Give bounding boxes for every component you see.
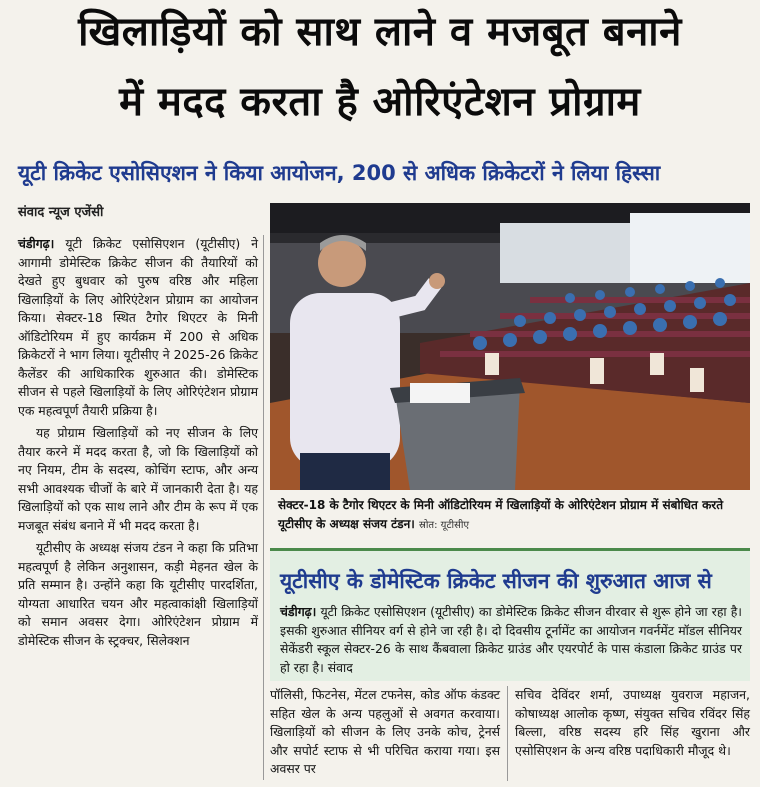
- paragraph-3: यूटीसीए के अध्यक्ष संजय टंडन ने कहा कि प्रतिभा महत्वपूर्ण है लेकिन अनुशासन, कड़ी मेहनत खेल के प्रति सम्मान है। उन्होंने कहा कि यूटीसीए पारदर्शिता, योग्यता आधारित चयन और महत्वाकांक्षी खिलाड़ियों को समान अवसर देगा। ओरिएंटेशन प्रोग्राम में डोमेस्टिक सीजन के स्ट्रक्चर, सिलेक्शन: [18, 540, 258, 648]
- column-divider-2: [507, 686, 508, 781]
- article-column-3: [515, 686, 750, 764]
- headline-line-1: खिलाड़ियों को साथ लाने व मजबूत बनाने: [78, 9, 682, 55]
- auditorium-photo-illustration: [270, 203, 750, 490]
- box-dateline: चंडीगढ़।: [280, 604, 317, 619]
- subheadline: यूटी क्रिकेट एसोसिएशन ने किया आयोजन, 200 से अधिक क्रिकेटरों ने लिया हिस्सा: [18, 161, 661, 185]
- article-column-2: [270, 686, 500, 783]
- box-title: यूटीसीए के डोमेस्टिक क्रिकेट सीजन की शुरुआत आज से: [280, 569, 712, 593]
- box-text: यूटी क्रिकेट एसोसिएशन (यूटीसीए) का डोमेस्टिक क्रिकेट सीजन वीरवार से शुरू होने जा रहा है। इसकी शुरुआत सीनियर वर्ग से होने जा रही है। दो दिवसीय टूर्नामेंट का आयोजन गवर्नमेंट मॉडल सीनियर सेकेंडरी स्कूल सेक्टर-26 के साथ कैंबवाला क्रिकेट ग्राउंड और एयरपोर्ट के पास कंडाला क्रिकेट ग्राउंड पर हो रहा है।: [280, 604, 742, 675]
- article-column-1: [18, 235, 258, 654]
- byline: संवाद न्यूज एजेंसी: [18, 205, 104, 220]
- box-credit: संवाद: [327, 659, 353, 675]
- headline-line-2: में मदद करता है ओरिएंटेशन प्रोग्राम: [119, 79, 641, 125]
- paragraph-2: यह प्रोग्राम खिलाड़ियों को नए सीजन के लिए तैयार करने में मदद करता है, जो कि खिलाड़ियों को नए नियम, टीम के सदस्य, कोचिंग स्टाफ, और अन्य सभी आवश्यक चीजों के बारे में जानकारी देता है। यह खिलाड़ियों को एक साथ लाने और टीम के रूप में एक मजबूत संबंध बनाने में भी मदद करता है।: [18, 425, 258, 533]
- paragraph-col3: सचिव देविंदर शर्मा, उपाध्यक्ष युवराज महाजन, कोषाध्यक्ष आलोक कृष्ण, संयुक्त सचिव रविंदर सिंह बिल्ला, वरिष्ठ सदस्य हरि सिंह खुराना और एसोसिएशन के अन्य वरिष्ठ पदाधिकारी मौजूद थे।: [515, 687, 750, 758]
- news-photo: [270, 203, 750, 490]
- dateline: चंडीगढ़।: [18, 236, 55, 251]
- paragraph-col2: पॉलिसी, फिटनेस, मेंटल टफनेस, कोड ऑफ कंडक्ट सहित खेल के अन्य पहलुओं से अवगत करवाया। खिलाड़ियों को सीजन के लिए उनके कोच, ट्रेनर्स और सपोर्ट स्टाफ से भी परिचित कराया गया। इस अवसर पर: [270, 687, 500, 776]
- box-body: [280, 603, 742, 677]
- sidebar-news-box: [270, 548, 750, 681]
- photo-source: स्रोत: यूटीसीए: [418, 520, 469, 531]
- paragraph-1: यूटी क्रिकेट एसोसिएशन (यूटीसीए) ने आगामी डोमेस्टिक क्रिकेट सीजन की तैयारियों को देखते हुए बुधवार को पुरुष वरिष्ठ और महिला खिलाड़ियों के लिए ओरिएंटेशन प्रोग्राम का आयोजन किया। सेक्टर-18 स्थित टैगोर थिएटर के मिनी ऑडिटोरियम में हुए कार्यक्रम में 200 से अधिक क्रिकेटरों ने भाग लिया। यूटीसीए ने 2025-26 क्रिकेट कैलेंडर की आधिकारिक शुरुआत की। डोमेस्टिक सीजन से पहले खिलाड़ियों के लिए ओरिएंटेशन प्रोग्राम एक महत्वपूर्ण तैयारी प्रक्रिया है।: [18, 236, 258, 418]
- headline: [0, 4, 760, 130]
- column-divider: [263, 235, 264, 780]
- caption-text: सेक्टर-18 के टैगोर थिएटर के मिनी ऑडिटोरियम में खिलाड़ियों के ओरिएंटेशन प्रोग्राम में संबोधित करते यूटीसीए के अध्यक्ष संजय टंडन।: [278, 498, 724, 531]
- photo-caption: [278, 496, 748, 535]
